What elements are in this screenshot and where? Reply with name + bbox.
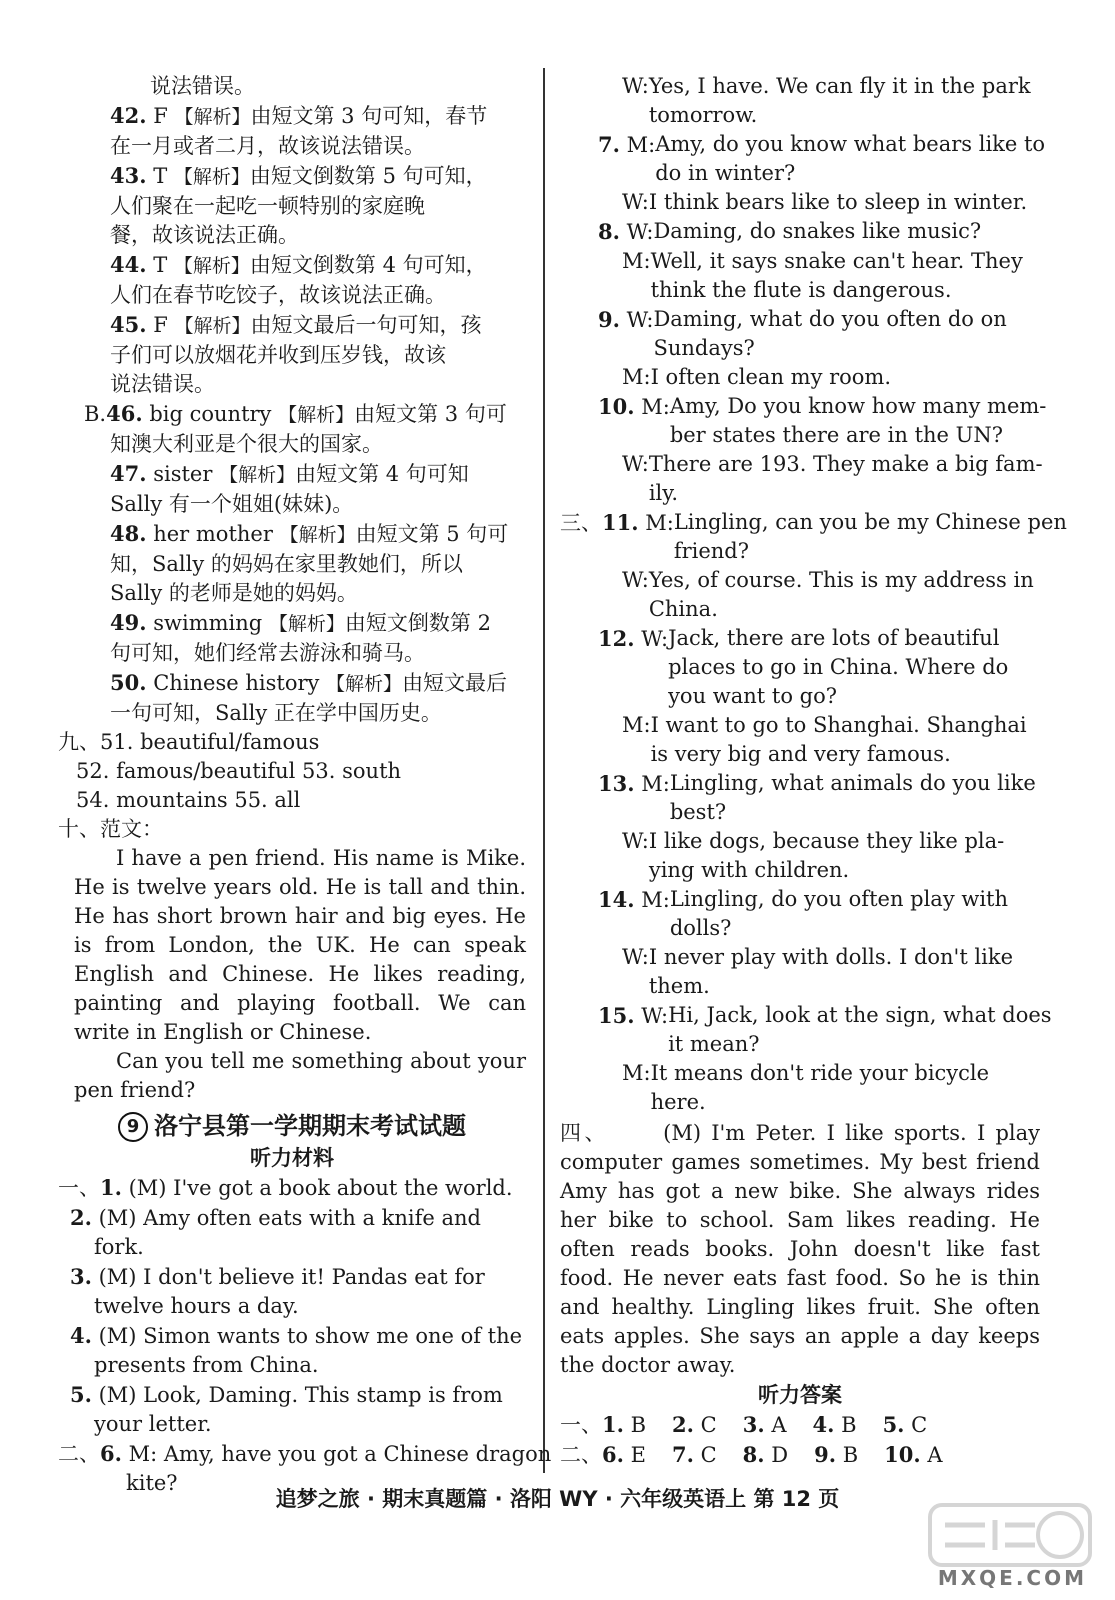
speaker-line: think the flute is dangerous. <box>650 278 952 302</box>
speaker-label: M: <box>634 772 670 796</box>
dialog-number: 9. <box>598 307 620 332</box>
dialog-number: 14. <box>598 887 635 912</box>
dialog-turn <box>560 392 1047 450</box>
speaker-text <box>674 508 1067 566</box>
answer-value: swimming <box>146 611 269 635</box>
speaker-line: I want to go to Shanghai. Shanghai <box>650 713 1027 737</box>
dialog-number: 10. <box>598 394 635 419</box>
dialog-item <box>560 885 1040 1001</box>
analysis-continued: 子们可以放烟花并收到压岁钱，故该 <box>110 343 446 367</box>
dialog-turn <box>560 1001 1052 1059</box>
dialog-number-and-speaker <box>598 130 655 188</box>
speaker-line: I think bears like to sleep in winter. <box>648 190 1028 214</box>
speaker-text <box>670 769 1040 827</box>
answer-value: B <box>836 1443 859 1467</box>
analysis-text: 由短文最后一句可知，孩 <box>250 313 482 337</box>
analysis-continued: Sally 的老师是她的妈妈。 <box>110 581 358 605</box>
part-four-prefix: 四、 <box>560 1121 610 1145</box>
speaker-label: W: <box>622 452 649 476</box>
dialog-item <box>560 508 1067 624</box>
analysis-text: 由短文倒数第 4 句可知， <box>249 253 487 277</box>
dialog-turn <box>560 885 1040 943</box>
speaker-label: M: <box>634 395 670 419</box>
speaker-line: Hi, Jack, look at the sign, what does <box>668 1003 1052 1027</box>
answer-value: C <box>693 1443 717 1467</box>
answers-46-50 <box>58 399 526 728</box>
dialog-number: 13. <box>598 771 635 796</box>
speaker-line: Jack, there are lots of beautiful <box>668 626 1000 650</box>
answer-value: A <box>920 1443 943 1467</box>
analysis-continued: 人们在春节吃饺子，故该说法正确。 <box>110 283 446 307</box>
answers-row-1 <box>560 1410 1040 1440</box>
speaker-line: It means don't ride your bicycle <box>650 1061 990 1085</box>
analysis-continued: 一句可知，Sally 正在学中国历史。 <box>110 701 442 725</box>
speaker-text <box>655 130 1045 188</box>
answer-number: 9. <box>814 1442 837 1467</box>
fill-answer-text: 51. beautiful/famous <box>100 730 320 754</box>
speaker-text <box>670 885 1040 943</box>
dialog-turn <box>560 1059 1040 1117</box>
part-four-passage <box>560 1119 1040 1380</box>
dialog-number-and-speaker <box>598 392 670 450</box>
listening-text: (M) Look, Daming. This stamp is from <box>91 1383 503 1407</box>
listening-text: (M) Simon wants to show me one of the <box>91 1324 523 1348</box>
answer-number: 10. <box>884 1442 921 1467</box>
analysis-tag: 【解析】 <box>279 524 356 546</box>
speaker-line: Amy, do you know what bears like to <box>655 132 1046 156</box>
speaker-text <box>653 305 1040 363</box>
page-footer: 追梦之旅 · 期末真题篇 · 洛阳 WY · 六年级英语上 第 12 页 <box>275 1487 840 1511</box>
analysis-text: 由短文倒数第 5 句可知， <box>249 164 487 188</box>
listening-item <box>58 1439 552 1469</box>
column-divider <box>543 68 545 1473</box>
listening-item <box>58 1203 526 1233</box>
answer-number: 49. <box>110 610 147 635</box>
speaker-line: I like dogs, because they like pla- <box>648 829 1005 853</box>
listening-text: (M) I've got a book about the world. <box>121 1176 513 1200</box>
answer-item <box>58 399 526 430</box>
answer-number: 45. <box>110 312 147 337</box>
speaker-label: M: <box>638 511 674 535</box>
speaker-text <box>649 566 1040 624</box>
answer-value: T <box>146 253 174 277</box>
speaker-label: M: <box>622 249 651 273</box>
fill-answer-line <box>58 757 526 786</box>
answer-value: A <box>764 1413 787 1437</box>
answer-number: 8. <box>742 1442 765 1467</box>
answer-value: B <box>623 1413 647 1437</box>
speaker-line: you want to go? <box>668 684 838 708</box>
analysis-tag: 【解析】 <box>326 673 403 695</box>
dialog-turn <box>560 827 1040 885</box>
analysis-tag: 【解析】 <box>268 613 345 635</box>
section-nine <box>58 728 526 815</box>
listening-number: 6. <box>100 1441 122 1466</box>
dialog-turn <box>560 566 1040 624</box>
answer-value: big country <box>142 402 279 426</box>
exam-title <box>58 1109 526 1143</box>
answers-row-2 <box>560 1440 1040 1470</box>
listening-continued: presents from China. <box>94 1353 319 1377</box>
listening-text: M: Amy, have you got a Chinese dragon <box>121 1442 552 1466</box>
analysis-text: 由短文第 3 句可知，春节 <box>250 104 488 128</box>
analysis-continued: 人们聚在一起吃一顿特别的家庭晚 <box>110 194 425 218</box>
answer-item <box>58 250 526 281</box>
listening-number: 1. <box>100 1175 122 1200</box>
dialog-number: 12. <box>598 626 635 651</box>
left-column <box>58 72 552 1498</box>
speaker-line: China. <box>648 597 718 621</box>
dialog-item <box>560 769 1040 885</box>
analysis-text: 由短文最后 <box>402 671 508 695</box>
listening-continued: twelve hours a day. <box>94 1294 299 1318</box>
speaker-label: M: <box>622 365 651 389</box>
section-prefix: 九、 <box>58 730 100 754</box>
answer-value: sister <box>146 462 220 486</box>
answer-number: 48. <box>110 521 147 546</box>
answer-item <box>58 668 526 699</box>
speaker-text <box>668 1001 1052 1059</box>
speaker-line: Daming, do snakes like music? <box>653 219 982 243</box>
answer-item <box>58 608 526 639</box>
dialog-number: 15. <box>598 1003 635 1028</box>
section-prefix: 二、 <box>560 1443 602 1467</box>
speaker-label: W: <box>622 829 649 853</box>
analysis-tag: 【解析】 <box>278 404 355 426</box>
section-ten-label: 十、范文： <box>58 817 163 841</box>
listening-continued: your letter. <box>94 1412 212 1436</box>
answer-item <box>58 101 526 132</box>
dialog-turn <box>560 508 1067 566</box>
dialog-number: 7. <box>598 132 620 157</box>
fill-answer-text: 54. mountains 55. all <box>76 788 301 812</box>
dialog-turn <box>560 769 1040 827</box>
essay-paragraph-1: I have a pen friend. His name is Mike. He is twelve years old. He is tall and thin. He has short brown hair and big eyes. He is from London, the UK. He can speak English and Chinese. He likes reading, painting and playing football. We can write in English or Chinese. <box>74 846 526 1044</box>
dialog-turn <box>560 305 1040 363</box>
speaker-line: Amy, Do you know how many mem- <box>669 394 1047 418</box>
analysis-tag: 【解析】 <box>174 106 251 128</box>
listening-number: 3. <box>70 1264 92 1289</box>
dialog-number-and-speaker <box>598 305 653 363</box>
dialog-number-and-speaker <box>560 508 674 566</box>
speaker-line: do in winter? <box>655 161 796 185</box>
answer-number: 4. <box>812 1412 835 1437</box>
dialog-number-and-speaker <box>598 885 670 943</box>
answer-number: 7. <box>671 1442 694 1467</box>
listening-continued: kite? <box>126 1471 178 1495</box>
exam-title-text: 洛宁县第一学期期末考试试题 <box>154 1112 466 1140</box>
speaker-label: W: <box>619 308 654 332</box>
dialog-turn <box>560 188 1040 217</box>
listening-continued: fork. <box>94 1235 144 1259</box>
analysis-continued: 知澳大利亚是个很大的国家。 <box>110 432 383 456</box>
dialog-item <box>560 305 1040 392</box>
speaker-line: best? <box>669 800 727 824</box>
answer-value: D <box>764 1443 789 1467</box>
answer-number: 43. <box>110 163 147 188</box>
speaker-text <box>653 217 1040 247</box>
answer-number: 6. <box>602 1442 624 1467</box>
fill-answer-line <box>58 728 526 757</box>
dialog-turn <box>560 943 1040 1001</box>
fill-answer-line <box>58 786 526 815</box>
speaker-line: Lingling, do you often play with <box>669 887 1009 911</box>
speaker-line: dolls? <box>669 916 732 940</box>
answer-value: E <box>623 1443 646 1467</box>
section-prefix: 三、 <box>560 511 602 535</box>
speaker-line: it mean? <box>668 1032 760 1056</box>
listening-part-one <box>58 1173 526 1439</box>
dialog-turn <box>560 450 1043 508</box>
listening-number: 2. <box>70 1205 92 1230</box>
speaker-label: W: <box>622 568 649 592</box>
dialog-turn <box>560 363 1040 392</box>
right-column <box>560 72 1067 1470</box>
answer-item <box>58 459 526 490</box>
answer-item <box>58 310 526 341</box>
speaker-label: M: <box>634 888 670 912</box>
analysis-text: 由短文倒数第 2 <box>344 611 491 635</box>
listening-item <box>58 1380 526 1410</box>
speaker-line: ber states there are in the UN? <box>669 423 1003 447</box>
dialog-number-and-speaker <box>598 1001 668 1059</box>
answer-number: 42. <box>110 103 147 128</box>
dialog-turn <box>560 711 1040 769</box>
speaker-label: M: <box>619 133 656 157</box>
dialog-item <box>560 624 1040 769</box>
speaker-line: There are 193. They make a big fam- <box>648 452 1043 476</box>
speaker-text <box>668 624 1040 711</box>
speaker-line: ying with children. <box>648 858 850 882</box>
analysis-continued: 在一月或者二月，故该说法错误。 <box>110 134 425 158</box>
analysis-continued: Sally 有一个姐姐(妹妹)。 <box>110 492 354 516</box>
answer-number: 47. <box>110 461 147 486</box>
speaker-line: I never play with dolls. I don't like <box>648 945 1014 969</box>
analysis-tag: 【解析】 <box>174 315 251 337</box>
section-prefix: 二、 <box>58 1442 100 1466</box>
speaker-label: W: <box>619 220 654 244</box>
part-four-text: (M) I'm Peter. I like sports. I play computer games sometimes. My best friend Amy has got a new bike. She always rides her bike to school. Sam likes reading. He often reads books. John doesn't like fast food. He never eats fast food. So he is thin and healthy. Lingling likes fruit. She often eats apples. She says an apple a day keeps the doctor away. <box>560 1121 1041 1377</box>
analysis-tag: 【解析】 <box>219 464 296 486</box>
speaker-line: is very big and very famous. <box>650 742 951 766</box>
answer-number: 44. <box>110 252 147 277</box>
answer-item <box>58 519 526 550</box>
dialog-item <box>560 392 1047 508</box>
speaker-label: M: <box>622 713 651 737</box>
speaker-line: friend? <box>673 539 749 563</box>
speaker-line: Sundays? <box>653 336 755 360</box>
listening-item <box>58 1262 526 1292</box>
speaker-line: Lingling, what animals do you like <box>669 771 1036 795</box>
dialog-turn <box>560 217 1040 247</box>
speaker-text <box>649 72 1040 130</box>
answer-value: T <box>146 164 174 188</box>
speaker-line: Yes, of course. This is my address in <box>648 568 1034 592</box>
speaker-label: W: <box>622 190 649 214</box>
dialog-number-and-speaker <box>598 769 670 827</box>
continued-line: 说法错误。 <box>150 74 255 98</box>
dialog-turn <box>560 72 1040 130</box>
analysis-continued: 餐，故该说法正确。 <box>110 223 299 247</box>
speaker-text <box>651 363 1040 392</box>
watermark-text: MXQE.COM <box>937 1566 1087 1590</box>
dialog-number: 11. <box>602 510 639 535</box>
analysis-text: 由短文第 3 句可 <box>354 402 507 426</box>
speaker-line: ily. <box>648 481 679 505</box>
fill-answer-text: 52. famous/beautiful 53. south <box>76 759 402 783</box>
speaker-text <box>649 827 1040 885</box>
speaker-line: Daming, what do you often do on <box>653 307 1007 331</box>
listening-item <box>58 1173 526 1203</box>
essay-paragraph-2: Can you tell me something about your pen friend? <box>74 1049 526 1102</box>
speaker-text <box>649 188 1040 217</box>
answer-value: C <box>904 1413 928 1437</box>
dialog-item <box>560 217 1040 305</box>
dialogs-7-10 <box>560 130 1047 508</box>
analysis-tag: 【解析】 <box>173 166 250 188</box>
answer-value: B <box>834 1413 857 1437</box>
speaker-label: W: <box>634 627 669 651</box>
speaker-line: tomorrow. <box>648 103 758 127</box>
section-prefix: 一、 <box>560 1413 602 1437</box>
analysis-continued: 知，Sally 的妈妈在家里教她们，所以 <box>110 552 463 576</box>
exam-number-badge: 9 <box>118 1112 148 1142</box>
speaker-line: places to go in China. Where do <box>668 655 1009 679</box>
dialog-item <box>560 130 1046 217</box>
dialog-number: 8. <box>598 219 620 244</box>
listening-number: 5. <box>70 1382 92 1407</box>
dialog-item <box>560 1001 1052 1117</box>
answer-number: 1. <box>602 1412 624 1437</box>
speaker-text <box>670 392 1047 450</box>
answer-number: 50. <box>110 670 147 695</box>
analysis-text: 由短文第 5 句可 <box>355 522 509 546</box>
answers-42-45 <box>58 101 526 399</box>
speaker-text <box>649 450 1043 508</box>
dialogs-11-15 <box>560 508 1067 1117</box>
listening-text: (M) Amy often eats with a knife and <box>91 1206 481 1230</box>
dialog-turn <box>560 247 1040 305</box>
speaker-label: M: <box>622 1061 651 1085</box>
dialog-turn <box>560 130 1046 188</box>
section-prefix: B. <box>84 402 107 426</box>
speaker-label: W: <box>622 945 649 969</box>
speaker-line: them. <box>648 974 710 998</box>
speaker-text <box>651 247 1040 305</box>
listening-item <box>58 1321 526 1351</box>
analysis-text: 由短文第 4 句可知 <box>295 462 469 486</box>
answer-value: C <box>693 1413 717 1437</box>
speaker-label: W: <box>634 1004 669 1028</box>
listening-answers-title: 听力答案 <box>758 1383 842 1407</box>
analysis-continued: 句可知，她们经常去游泳和骑马。 <box>110 641 425 665</box>
speaker-line: Yes, I have. We can fly it in the park <box>648 74 1031 98</box>
dialog-turn <box>560 624 1040 711</box>
speaker-text <box>649 943 1040 1001</box>
dialog-number-and-speaker <box>598 624 668 711</box>
answer-number: 2. <box>672 1412 694 1437</box>
answer-value: Chinese history <box>146 671 327 695</box>
answer-number: 5. <box>882 1412 905 1437</box>
listening-text: (M) I don't believe it! Pandas eat for <box>91 1265 485 1289</box>
answer-item <box>58 161 526 192</box>
q6-reply <box>560 72 1040 130</box>
answer-number: 46. <box>106 401 143 426</box>
speaker-line: here. <box>650 1090 706 1114</box>
speaker-line: Well, it says snake can't hear. They <box>650 249 1023 273</box>
analysis-tag: 【解析】 <box>173 255 250 277</box>
answer-number: 3. <box>742 1412 765 1437</box>
analysis-continued: 说法错误。 <box>110 372 215 396</box>
speaker-text <box>651 1059 1040 1117</box>
speaker-line: Lingling, can you be my Chinese pen <box>673 510 1067 534</box>
dialog-number-and-speaker <box>598 217 653 247</box>
speaker-text <box>651 711 1040 769</box>
section-prefix: 一、 <box>58 1176 100 1200</box>
listening-material-title: 听力材料 <box>250 1146 334 1170</box>
speaker-line: I often clean my room. <box>650 365 892 389</box>
listening-number: 4. <box>70 1323 92 1348</box>
answer-value: F <box>146 313 175 337</box>
answer-value: F <box>146 104 175 128</box>
answer-value: her mother <box>146 522 280 546</box>
speaker-label: W: <box>622 74 649 98</box>
